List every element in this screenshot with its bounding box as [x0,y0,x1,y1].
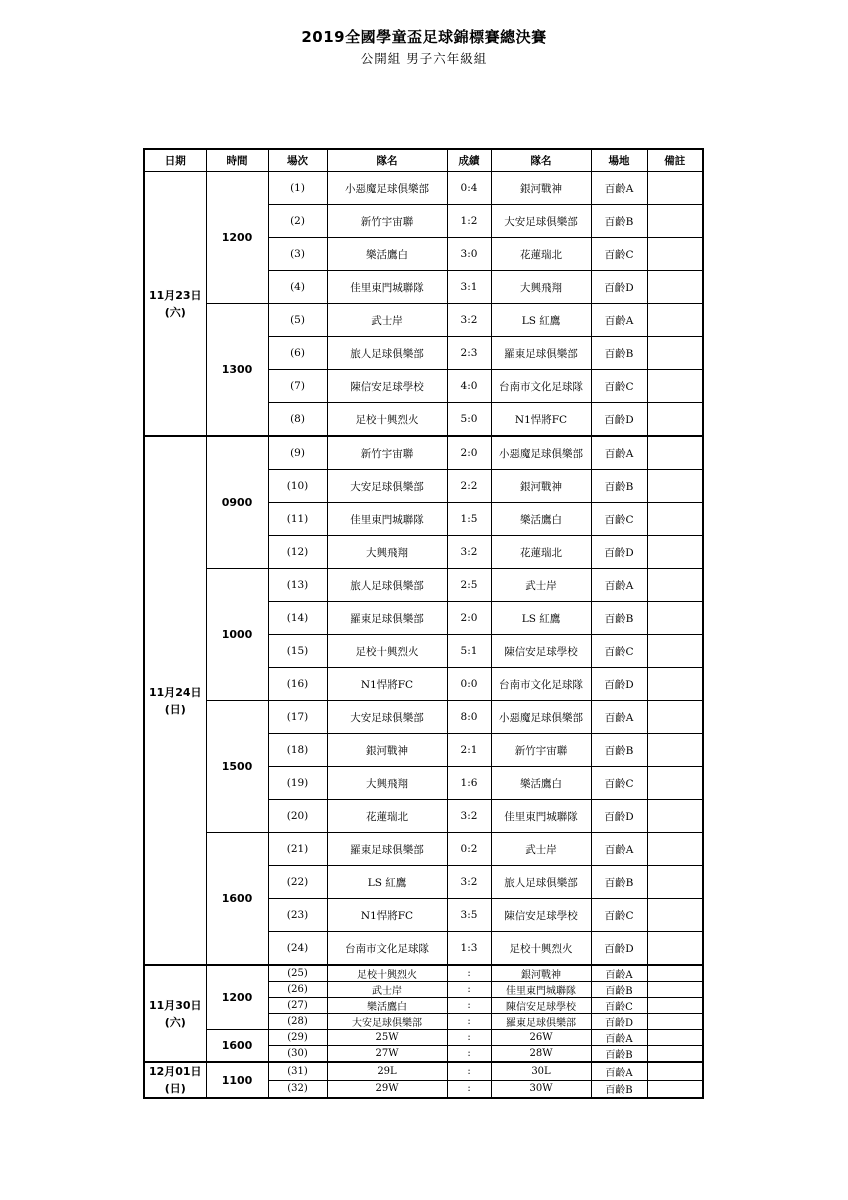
team1-cell: LS 紅鷹 [327,866,447,899]
venue-cell: 百齡A [591,965,647,982]
match-no-cell: (13) [268,569,327,602]
note-cell [647,569,703,602]
time-cell: 1500 [206,701,268,833]
note-cell [647,1030,703,1046]
date-cell [144,965,206,1062]
time-cell: 1300 [206,304,268,437]
team2-cell: 佳里東門城聯隊 [491,982,591,998]
time-cell: 1600 [206,833,268,966]
date-label: 11月24日 [148,685,202,699]
team1-cell: 大安足球俱樂部 [327,701,447,734]
venue-cell: 百齡C [591,238,647,271]
team2-cell: 大安足球俱樂部 [491,205,591,238]
match-no-cell: (32) [268,1080,327,1098]
match-no-cell: (3) [268,238,327,271]
match-no-cell: (4) [268,271,327,304]
team2-cell: 樂活鷹白 [491,767,591,800]
score-cell: 0:4 [447,172,491,205]
note-cell [647,668,703,701]
venue-cell: 百齡D [591,1014,647,1030]
venue-cell: 百齡D [591,271,647,304]
team1-cell: 佳里東門城聯隊 [327,271,447,304]
score-cell: 3:2 [447,536,491,569]
venue-cell: 百齡A [591,436,647,470]
team2-cell: 28W [491,1046,591,1063]
team2-cell: 銀河戰神 [491,172,591,205]
date-cell [144,436,206,965]
venue-cell: 百齡A [591,304,647,337]
match-no-cell: (20) [268,800,327,833]
match-row [144,1062,703,1080]
match-row [144,965,703,982]
team2-cell: 台南市文化足球隊 [491,370,591,403]
team2-cell: 樂活鷹白 [491,503,591,536]
team1-cell: 佳里東門城聯隊 [327,503,447,536]
team2-cell: 小惡魔足球俱樂部 [491,436,591,470]
venue-cell: 百齡C [591,635,647,668]
date-cell [144,172,206,437]
note-cell [647,503,703,536]
note-cell [647,370,703,403]
team1-cell: N1悍將FC [327,899,447,932]
team2-cell: 羅東足球俱樂部 [491,1014,591,1030]
team2-cell: 銀河戰神 [491,470,591,503]
venue-cell: 百齡D [591,668,647,701]
match-no-cell: (17) [268,701,327,734]
header-team2: 隊名 [491,149,591,172]
weekday-label: (日) [164,702,186,716]
note-cell [647,1062,703,1080]
match-row [144,304,703,337]
header-team1: 隊名 [327,149,447,172]
team1-cell: 花蓮瑞北 [327,800,447,833]
team1-cell: 29W [327,1080,447,1098]
score-cell: 2:1 [447,734,491,767]
score-cell: 1:2 [447,205,491,238]
note-cell [647,304,703,337]
venue-cell: 百齡B [591,866,647,899]
note-cell [647,1046,703,1063]
match-no-cell: (31) [268,1062,327,1080]
team1-cell: 武士岸 [327,304,447,337]
time-cell: 1200 [206,965,268,1030]
note-cell [647,403,703,437]
match-row [144,436,703,470]
team1-cell: 足校十興烈火 [327,403,447,437]
team1-cell: 大興飛翔 [327,536,447,569]
team1-cell: 旅人足球俱樂部 [327,337,447,370]
note-cell [647,800,703,833]
venue-cell: 百齡C [591,370,647,403]
score-cell: : [447,1046,491,1063]
match-no-cell: (26) [268,982,327,998]
page-subtitle: 公開組 男子六年級組 [360,51,488,66]
score-cell: : [447,998,491,1014]
venue-cell: 百齡C [591,767,647,800]
match-no-cell: (5) [268,304,327,337]
match-no-cell: (22) [268,866,327,899]
match-no-cell: (11) [268,503,327,536]
note-cell [647,932,703,966]
venue-cell: 百齡C [591,503,647,536]
team2-cell: 30W [491,1080,591,1098]
team2-cell: 小惡魔足球俱樂部 [491,701,591,734]
team2-cell: N1悍將FC [491,403,591,437]
score-cell: 1:6 [447,767,491,800]
match-no-cell: (12) [268,536,327,569]
team1-cell: 台南市文化足球隊 [327,932,447,966]
team2-cell: 26W [491,1030,591,1046]
score-cell: 0:0 [447,668,491,701]
match-no-cell: (15) [268,635,327,668]
note-cell [647,536,703,569]
match-row [144,701,703,734]
score-cell: : [447,965,491,982]
venue-cell: 百齡D [591,800,647,833]
note-cell [647,982,703,998]
note-cell [647,866,703,899]
match-no-cell: (27) [268,998,327,1014]
match-no-cell: (7) [268,370,327,403]
score-cell: 2:5 [447,569,491,602]
note-cell [647,271,703,304]
team2-cell: LS 紅鷹 [491,602,591,635]
team2-cell: 銀河戰神 [491,965,591,982]
match-row [144,1030,703,1046]
note-cell [647,205,703,238]
match-no-cell: (21) [268,833,327,866]
venue-cell: 百齡B [591,1046,647,1063]
time-cell: 0900 [206,436,268,569]
venue-cell: 百齡B [591,205,647,238]
team2-cell: 30L [491,1062,591,1080]
venue-cell: 百齡D [591,932,647,966]
venue-cell: 百齡D [591,536,647,569]
score-cell: 4:0 [447,370,491,403]
match-no-cell: (30) [268,1046,327,1063]
team2-cell: 武士岸 [491,833,591,866]
venue-cell: 百齡B [591,1080,647,1098]
note-cell [647,635,703,668]
match-no-cell: (28) [268,1014,327,1030]
header-row [144,149,703,172]
score-cell: 8:0 [447,701,491,734]
date-label: 12月01日 [148,1065,202,1078]
score-cell: : [447,1030,491,1046]
team1-cell: 新竹宇宙聯 [327,436,447,470]
team1-cell: 大安足球俱樂部 [327,470,447,503]
date-label: 11月23日 [148,288,202,302]
team1-cell: 足校十興烈火 [327,635,447,668]
team2-cell: 旅人足球俱樂部 [491,866,591,899]
team2-cell: 花蓮瑞北 [491,238,591,271]
venue-cell: 百齡B [591,337,647,370]
team2-cell: 陳信安足球學校 [491,635,591,668]
team2-cell: 羅東足球俱樂部 [491,337,591,370]
weekday-label: (六) [164,305,186,319]
match-no-cell: (16) [268,668,327,701]
header-note: 備註 [647,149,703,172]
score-cell: 3:2 [447,866,491,899]
match-no-cell: (8) [268,403,327,437]
venue-cell: 百齡A [591,1062,647,1080]
team2-cell: 台南市文化足球隊 [491,668,591,701]
team2-cell: 陳信安足球學校 [491,998,591,1014]
venue-cell: 百齡A [591,1030,647,1046]
header-score: 成績 [447,149,491,172]
note-cell [647,701,703,734]
score-cell: 5:1 [447,635,491,668]
score-cell: 5:0 [447,403,491,437]
venue-cell: 百齡A [591,833,647,866]
venue-cell: 百齡A [591,172,647,205]
note-cell [647,1080,703,1098]
team2-cell: 武士岸 [491,569,591,602]
note-cell [647,998,703,1014]
note-cell [647,833,703,866]
score-cell: 0:2 [447,833,491,866]
time-cell: 1600 [206,1030,268,1063]
header-date: 日期 [144,149,206,172]
team2-cell: 陳信安足球學校 [491,899,591,932]
match-no-cell: (1) [268,172,327,205]
team1-cell: 樂活鷹白 [327,998,447,1014]
match-row [144,172,703,205]
note-cell [647,767,703,800]
note-cell [647,899,703,932]
match-no-cell: (10) [268,470,327,503]
team1-cell: 陳信安足球學校 [327,370,447,403]
weekday-label: (日) [164,1082,186,1095]
team2-cell: 足校十興烈火 [491,932,591,966]
score-cell: 3:5 [447,899,491,932]
team1-cell: 旅人足球俱樂部 [327,569,447,602]
page-title: 2019全國學童盃足球錦標賽總決賽 [301,28,547,46]
score-cell: 2:2 [447,470,491,503]
note-cell [647,470,703,503]
match-no-cell: (2) [268,205,327,238]
team1-cell: 大興飛翔 [327,767,447,800]
team1-cell: 29L [327,1062,447,1080]
schedule-body [144,172,703,1099]
weekday-label: (六) [164,1015,186,1029]
score-cell: : [447,1080,491,1098]
team2-cell: 大興飛翔 [491,271,591,304]
team1-cell: 25W [327,1030,447,1046]
team2-cell: 新竹宇宙聯 [491,734,591,767]
note-cell [647,436,703,470]
team1-cell: 足校十興烈火 [327,965,447,982]
venue-cell: 百齡B [591,982,647,998]
date-label: 11月30日 [148,998,202,1012]
match-no-cell: (19) [268,767,327,800]
match-no-cell: (25) [268,965,327,982]
note-cell [647,1014,703,1030]
time-cell: 1000 [206,569,268,701]
team1-cell: 新竹宇宙聯 [327,205,447,238]
team2-cell: 花蓮瑞北 [491,536,591,569]
team1-cell: 樂活鷹白 [327,238,447,271]
score-cell: 3:2 [447,800,491,833]
match-row [144,569,703,602]
match-no-cell: (29) [268,1030,327,1046]
venue-cell: 百齡A [591,569,647,602]
venue-cell: 百齡B [591,470,647,503]
match-no-cell: (24) [268,932,327,966]
note-cell [647,965,703,982]
score-cell: : [447,1014,491,1030]
time-cell: 1100 [206,1062,268,1098]
team1-cell: 羅東足球俱樂部 [327,602,447,635]
match-no-cell: (9) [268,436,327,470]
venue-cell: 百齡C [591,998,647,1014]
match-no-cell: (14) [268,602,327,635]
venue-cell: 百齡D [591,403,647,437]
team2-cell: LS 紅鷹 [491,304,591,337]
team1-cell: 銀河戰神 [327,734,447,767]
time-cell: 1200 [206,172,268,304]
team1-cell: 武士岸 [327,982,447,998]
score-cell: 1:5 [447,503,491,536]
header-match-no: 場次 [268,149,327,172]
team1-cell: 大安足球俱樂部 [327,1014,447,1030]
team1-cell: N1悍將FC [327,668,447,701]
note-cell [647,238,703,271]
venue-cell: 百齡B [591,734,647,767]
score-cell: 1:3 [447,932,491,966]
team1-cell: 羅東足球俱樂部 [327,833,447,866]
match-no-cell: (23) [268,899,327,932]
note-cell [647,734,703,767]
team2-cell: 佳里東門城聯隊 [491,800,591,833]
score-cell: 3:0 [447,238,491,271]
header-time: 時間 [206,149,268,172]
score-cell: : [447,982,491,998]
score-cell: 2:0 [447,436,491,470]
match-row [144,833,703,866]
score-cell: : [447,1062,491,1080]
team1-cell: 小惡魔足球俱樂部 [327,172,447,205]
match-no-cell: (18) [268,734,327,767]
match-no-cell: (6) [268,337,327,370]
score-cell: 3:1 [447,271,491,304]
venue-cell: 百齡A [591,701,647,734]
note-cell [647,602,703,635]
score-cell: 2:0 [447,602,491,635]
score-cell: 3:2 [447,304,491,337]
note-cell [647,172,703,205]
date-cell [144,1062,206,1098]
score-cell: 2:3 [447,337,491,370]
venue-cell: 百齡C [591,899,647,932]
note-cell [647,337,703,370]
schedule-table [143,148,704,1099]
venue-cell: 百齡B [591,602,647,635]
team1-cell: 27W [327,1046,447,1063]
header-venue: 場地 [591,149,647,172]
